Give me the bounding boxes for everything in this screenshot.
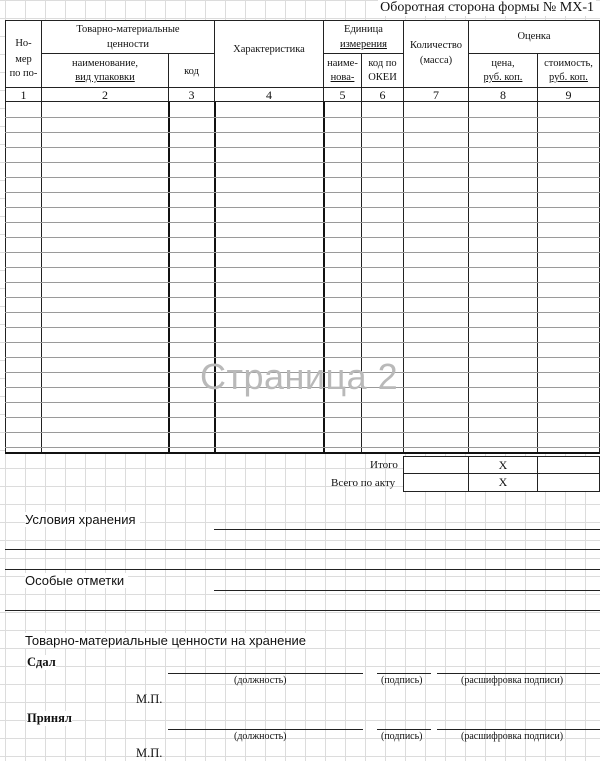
vsego-cost-cell[interactable] xyxy=(537,473,600,492)
column-number xyxy=(403,87,469,102)
handed-signature-line[interactable] xyxy=(377,673,431,674)
itogo-price-cell xyxy=(468,456,538,474)
header-text: Но- xyxy=(15,38,32,49)
storage-conditions-label: Условия хранения xyxy=(25,512,140,527)
custody-label: Товарно-материальные ценности на хранение xyxy=(25,633,310,648)
column-number-text: 9 xyxy=(565,88,572,102)
header-text: код по xyxy=(368,58,397,69)
header-quantity xyxy=(403,20,469,88)
table-row[interactable] xyxy=(5,342,600,343)
column-number xyxy=(537,87,600,102)
table-row[interactable] xyxy=(5,252,600,253)
table-row[interactable] xyxy=(5,117,600,118)
column-number xyxy=(5,87,42,102)
form-title: Оборотная сторона формы № МХ-1 xyxy=(380,0,594,15)
table-row[interactable] xyxy=(5,417,600,418)
table-row[interactable] xyxy=(5,222,600,223)
special-notes-line[interactable] xyxy=(214,590,600,591)
column-number xyxy=(468,87,538,102)
received-position-line[interactable] xyxy=(168,729,363,730)
itogo-label: Итого xyxy=(370,459,398,471)
header-unit-name xyxy=(323,53,362,88)
table-row[interactable] xyxy=(5,162,600,163)
storage-conditions-line[interactable] xyxy=(5,569,600,570)
column-number xyxy=(41,87,169,102)
handed-decryption-line[interactable] xyxy=(437,673,600,674)
table-body xyxy=(5,102,600,454)
handed-label: Сдал xyxy=(27,655,56,669)
x-mark: X xyxy=(498,458,508,472)
vsego-quantity-cell[interactable] xyxy=(403,473,469,492)
itogo-quantity-cell[interactable] xyxy=(403,456,469,474)
header-text: Характеристика xyxy=(233,44,305,55)
column-number xyxy=(168,87,215,102)
column-number xyxy=(361,87,404,102)
header-goods-group xyxy=(41,20,215,54)
x-mark: X xyxy=(498,475,508,489)
column-number-text: 3 xyxy=(188,88,195,102)
table-row[interactable] xyxy=(5,132,600,133)
table-row[interactable] xyxy=(5,207,600,208)
header-price xyxy=(468,53,538,88)
column-number-text: 8 xyxy=(500,88,506,102)
header-cost xyxy=(537,53,600,88)
header-text: цена, xyxy=(491,58,515,69)
table-row[interactable] xyxy=(5,402,600,403)
decryption-caption: (расшифровка подписи) xyxy=(461,675,564,686)
table-row[interactable] xyxy=(5,432,600,433)
header-text: мер xyxy=(15,54,32,65)
position-caption: (должность) xyxy=(234,731,287,742)
storage-conditions-line[interactable] xyxy=(5,549,600,550)
column-number-text: 4 xyxy=(266,88,272,102)
column-number-text: 7 xyxy=(433,88,439,102)
received-decryption-line[interactable] xyxy=(437,729,600,730)
table-row[interactable] xyxy=(5,237,600,238)
header-text: Оценка xyxy=(517,31,551,42)
table-bottom-border xyxy=(5,452,600,454)
position-caption: (должность) xyxy=(234,675,287,686)
header-unit-okei xyxy=(361,53,404,88)
signature-caption: (подпись) xyxy=(381,675,423,686)
header-text: Количество xyxy=(409,40,463,51)
column-number-text: 2 xyxy=(102,88,108,102)
decryption-caption: (расшифровка подписи) xyxy=(461,731,564,742)
header-text: ОКЕИ xyxy=(368,72,397,83)
header-text: наименование, xyxy=(71,58,139,69)
storage-conditions-line[interactable] xyxy=(214,529,600,530)
vsego-label: Всего по акту xyxy=(331,477,396,489)
page-watermark: Страница 2 xyxy=(200,356,399,397)
header-unit-group xyxy=(323,20,404,54)
header-text: Единица xyxy=(344,24,383,35)
header-text: Товарно-материальные xyxy=(76,24,180,35)
header-text: наиме- xyxy=(327,58,358,69)
header-characteristic xyxy=(214,20,324,88)
received-signature-line[interactable] xyxy=(377,729,431,730)
table-row[interactable] xyxy=(5,147,600,148)
table-row[interactable] xyxy=(5,177,600,178)
column-number-text: 1 xyxy=(20,88,27,102)
column-number-text: 5 xyxy=(339,88,346,102)
header-text: вид упаковки xyxy=(75,72,135,83)
header-goods-name xyxy=(41,53,169,88)
header-text: по по- xyxy=(9,68,38,79)
table-row[interactable] xyxy=(5,192,600,193)
header-goods-code xyxy=(168,53,215,88)
special-notes-label: Особые отметки xyxy=(25,573,128,588)
vsego-price-cell xyxy=(468,473,538,492)
column-number-text: 6 xyxy=(379,88,386,102)
table-row[interactable] xyxy=(5,447,600,448)
table-row[interactable] xyxy=(5,312,600,313)
table-row[interactable] xyxy=(5,282,600,283)
itogo-cost-cell[interactable] xyxy=(537,456,600,474)
header-text: нова- xyxy=(330,72,355,83)
header-text: руб. коп. xyxy=(549,72,588,83)
header-text: руб. коп. xyxy=(483,72,523,83)
stamp-placeholder: М.П. xyxy=(136,746,163,760)
table-row[interactable] xyxy=(5,267,600,268)
special-notes-line[interactable] xyxy=(5,610,600,611)
header-text: (масса) xyxy=(419,55,453,66)
table-header xyxy=(5,20,600,102)
header-text: стоимость, xyxy=(544,58,593,69)
stamp-placeholder: М.П. xyxy=(136,692,163,706)
handed-position-line[interactable] xyxy=(168,673,363,674)
header-text: код xyxy=(184,66,199,77)
received-label: Принял xyxy=(27,711,72,725)
header-text: измерения xyxy=(340,39,387,50)
signature-caption: (подпись) xyxy=(381,731,423,742)
header-valuation xyxy=(468,20,600,54)
column-number xyxy=(214,87,324,102)
table-row[interactable] xyxy=(5,297,600,298)
header-text: ценности xyxy=(107,39,149,50)
column-number xyxy=(323,87,362,102)
table-row[interactable] xyxy=(5,327,600,328)
